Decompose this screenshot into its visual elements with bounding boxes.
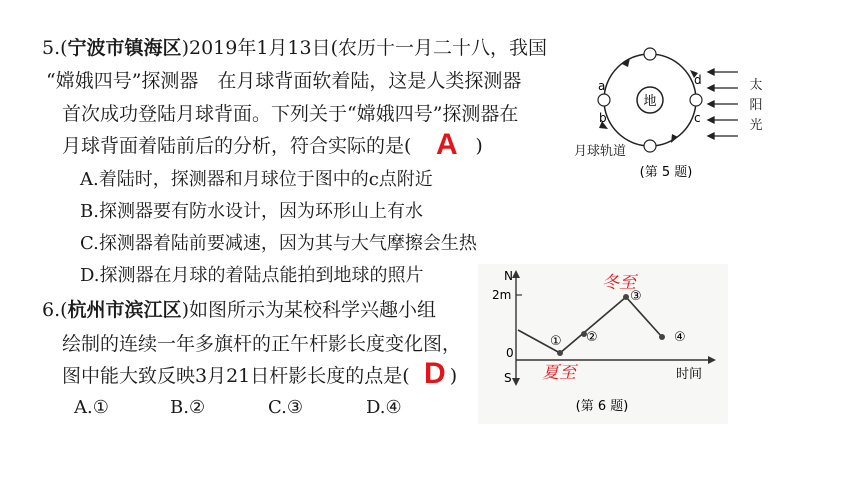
point-a: a	[598, 79, 606, 93]
q5-line4: 月球背面着陆前后的分析，符合实际的是( )	[62, 135, 483, 157]
q6-option-b: B.②	[170, 397, 206, 418]
earth-label: 地	[643, 94, 657, 109]
q5-figure-caption: (第 5 题)	[639, 165, 693, 180]
x-axis-arrow-icon	[708, 356, 716, 364]
sunlight-arrows-icon	[708, 69, 738, 139]
q6-line2: 绘制的连续一年多旗杆的正午杆影长度变化图，	[62, 333, 462, 355]
point-2: ②	[586, 330, 598, 345]
moon-top	[644, 48, 656, 60]
moon-left	[598, 94, 610, 106]
axis-n: N	[504, 269, 513, 283]
q6-line3: 图中能大致反映3月21日杆影长度的点是( )	[62, 365, 458, 387]
q5-line2: “嫦娥四号”探测器 在月球背面软着陆，这是人类探测器	[46, 70, 522, 92]
orbit-arrow-icon	[671, 134, 678, 143]
curve-point	[623, 294, 629, 300]
q5-answer: A	[436, 128, 458, 161]
q6-option-d: D.④	[366, 397, 402, 418]
q6-source: 杭州市滨江区	[67, 299, 182, 321]
q5-option-a: A.着陆时，探测器和月球位于图中的c点附近	[80, 169, 433, 190]
q5-figure	[570, 36, 740, 186]
origin-label: 0	[506, 346, 514, 360]
point-d: d	[694, 73, 702, 87]
q5-option-c: C.探测器着陆前要减速，因为其与大气摩擦会生热	[80, 233, 477, 254]
orbit-label: 月球轨道	[574, 144, 627, 159]
q5-line1: 5.(宁波市镇海区)2019年1月13日(农历十一月二十八，我国	[42, 37, 548, 59]
q6-line1: 6.(杭州市滨江区)如图所示为某校科学兴趣小组	[42, 299, 436, 321]
point-1: ①	[550, 334, 562, 349]
q6-option-a: A.①	[74, 397, 109, 418]
curve-point	[557, 350, 563, 356]
point-b: b	[599, 111, 607, 125]
q6-figure-caption: (第 6 题)	[575, 399, 629, 414]
q5-option-d: D.探测器在月球的着陆点能拍到地球的照片	[80, 265, 424, 286]
point-c: c	[694, 111, 701, 125]
q5-line3: 首次成功登陆月球背面。下列关于“嫦娥四号”探测器在	[62, 103, 519, 125]
moon-bottom	[644, 140, 656, 152]
y-axis-arrow-icon	[512, 378, 520, 386]
moon-right	[690, 94, 702, 106]
tick-label-2m: 2m	[492, 288, 512, 302]
y-axis-arrow-icon	[512, 270, 520, 278]
q6-answer: D	[424, 357, 446, 390]
q5-source: 宁波市镇海区	[67, 37, 182, 59]
q5-option-b: B.探测器要有防水设计，因为环形山上有水	[80, 201, 423, 222]
x-axis-label: 时间	[676, 367, 703, 382]
point-3: ③	[630, 289, 642, 304]
sunlight-label: 太 阳 光	[749, 78, 763, 133]
q6-figure	[478, 264, 728, 424]
curve-point	[659, 334, 665, 340]
q6-option-c: C.③	[268, 397, 303, 418]
point-4: ④	[674, 330, 686, 345]
handwritten-winter: 冬至	[602, 273, 636, 293]
axis-s: S	[504, 371, 512, 385]
handwritten-summer: 夏至	[542, 363, 576, 383]
